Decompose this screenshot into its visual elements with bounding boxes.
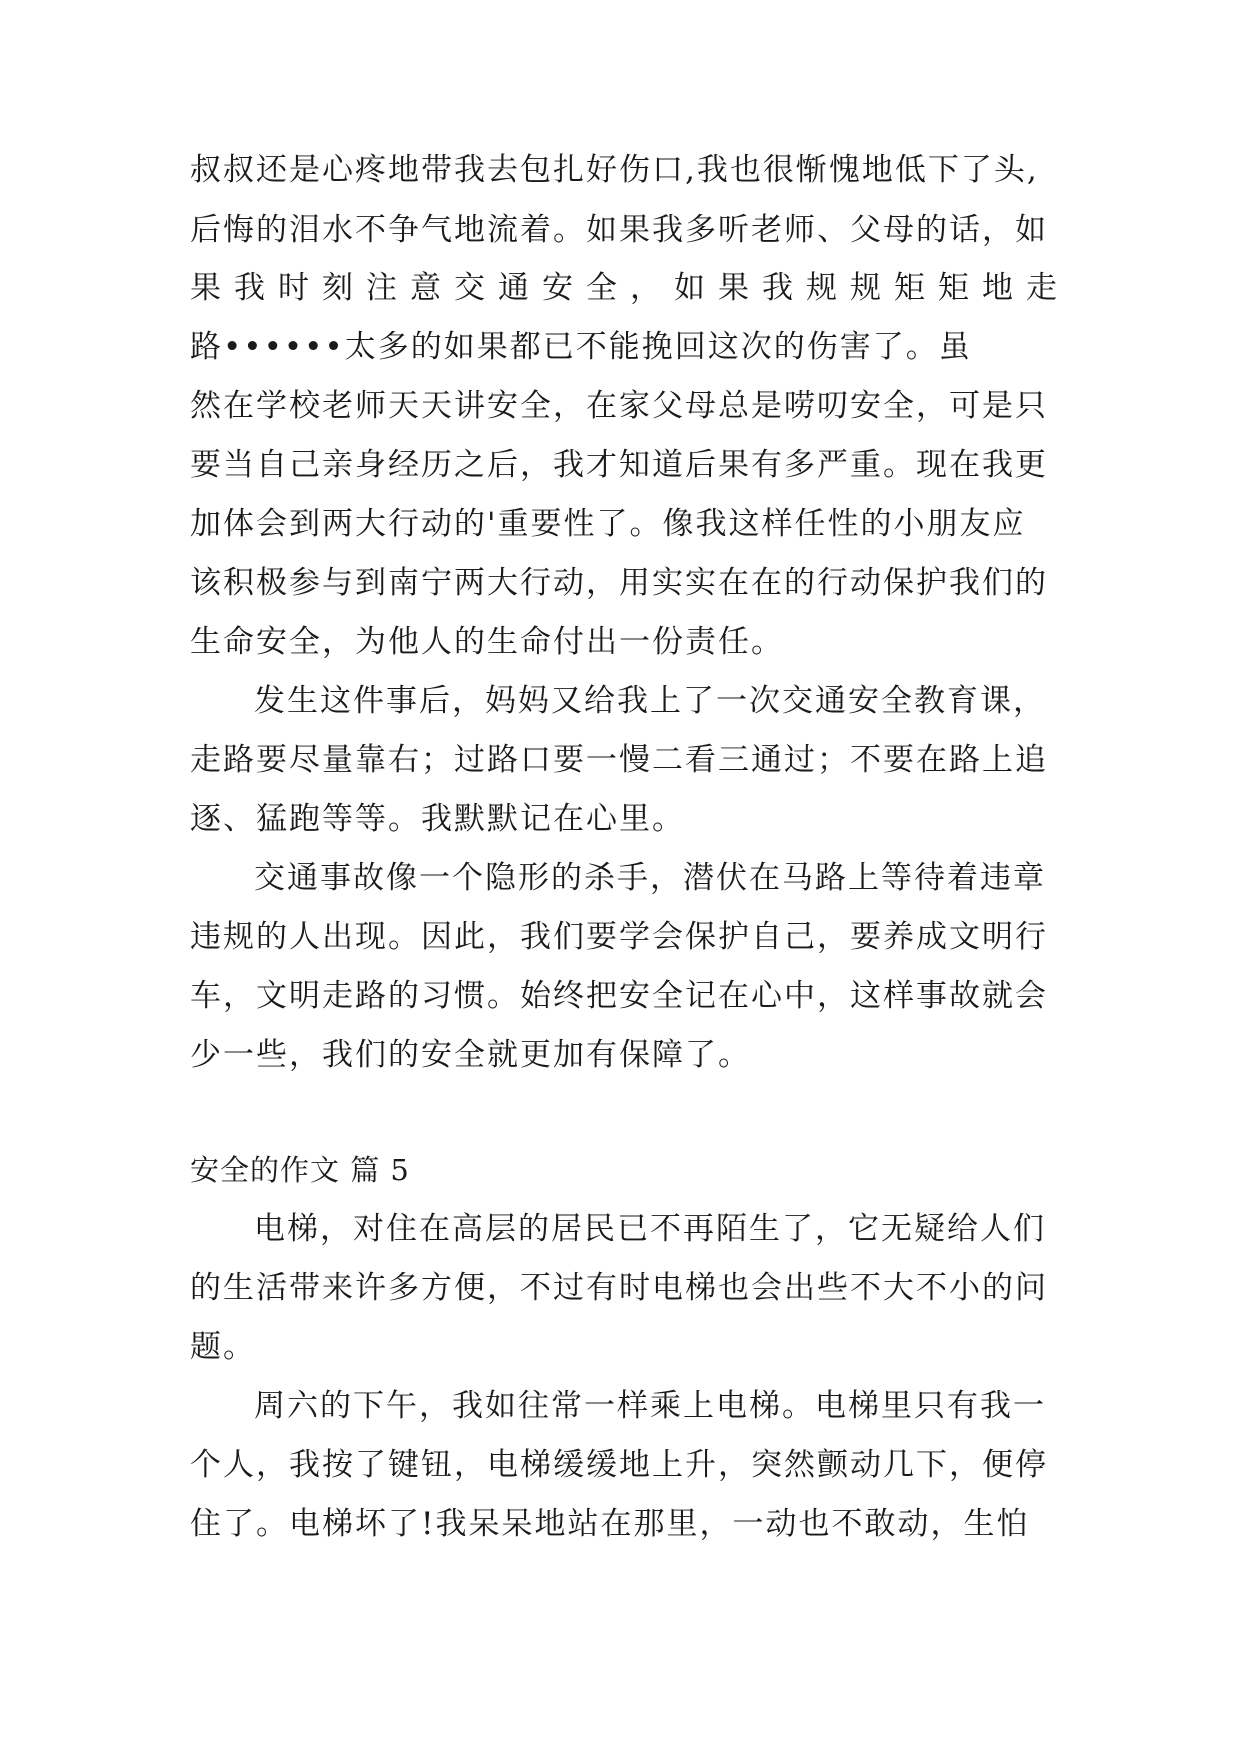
text-line: 叔叔还是心疼地带我去包扎好伤口,我也很惭愧地低下了头, bbox=[190, 152, 1039, 188]
text-line: 住了。电梯坏了!我呆呆地站在那里，一动也不敢动，生怕 bbox=[190, 1506, 1030, 1542]
text-line: 该积极参与到南宁两大行动，用实实在在的行动保护我们的 bbox=[190, 565, 1048, 601]
text-line: 的生活带来许多方便，不过有时电梯也会出些不大不小的问 bbox=[190, 1270, 1048, 1306]
text-line: 电梯，对住在高层的居民已不再陌生了，它无疑给人们 bbox=[254, 1211, 1046, 1247]
text-line: 车，文明走路的习惯。始终把安全记在心中，这样事故就会 bbox=[190, 978, 1048, 1014]
text-line: 少一些，我们的安全就更加有保障了。 bbox=[190, 1037, 751, 1073]
text-line: 路••••••太多的如果都已不能挽回这次的伤害了。虽 bbox=[190, 329, 972, 365]
text-line: 发生这件事后，妈妈又给我上了一次交通安全教育课， bbox=[254, 683, 1046, 719]
text-line: 交通事故像一个隐形的杀手，潜伏在马路上等待着违章 bbox=[254, 860, 1046, 896]
text-line: 题。 bbox=[190, 1329, 256, 1365]
text-line: 加体会到两大行动的'重要性了。像我这样任性的小朋友应 bbox=[190, 506, 1026, 542]
text-line: 个人，我按了键钮，电梯缓缓地上升，突然颤动几下，便停 bbox=[190, 1447, 1048, 1483]
text-line: 逐、猛跑等等。我默默记在心里。 bbox=[190, 801, 685, 837]
text-line: 要当自己亲身经历之后，我才知道后果有多严重。现在我更 bbox=[190, 447, 1048, 483]
text-line: 然在学校老师天天讲安全，在家父母总是唠叨安全，可是只 bbox=[190, 388, 1048, 424]
text-line: 生命安全，为他人的生命付出一份责任。 bbox=[190, 624, 784, 660]
text-line: 周六的下午，我如往常一样乘上电梯。电梯里只有我一 bbox=[254, 1388, 1046, 1424]
text-line: 违规的人出现。因此，我们要学会保护自己，要养成文明行 bbox=[190, 919, 1048, 955]
text-line: 果我时刻注意交通安全，如果我规规矩矩地走 bbox=[190, 270, 1070, 306]
text-line: 走路要尽量靠右；过路口要一慢二看三通过；不要在路上追 bbox=[190, 742, 1048, 778]
section-title: 安全的作文 篇 5 bbox=[190, 1153, 410, 1187]
text-line: 后悔的泪水不争气地流着。如果我多听老师、父母的话，如 bbox=[190, 212, 1048, 248]
